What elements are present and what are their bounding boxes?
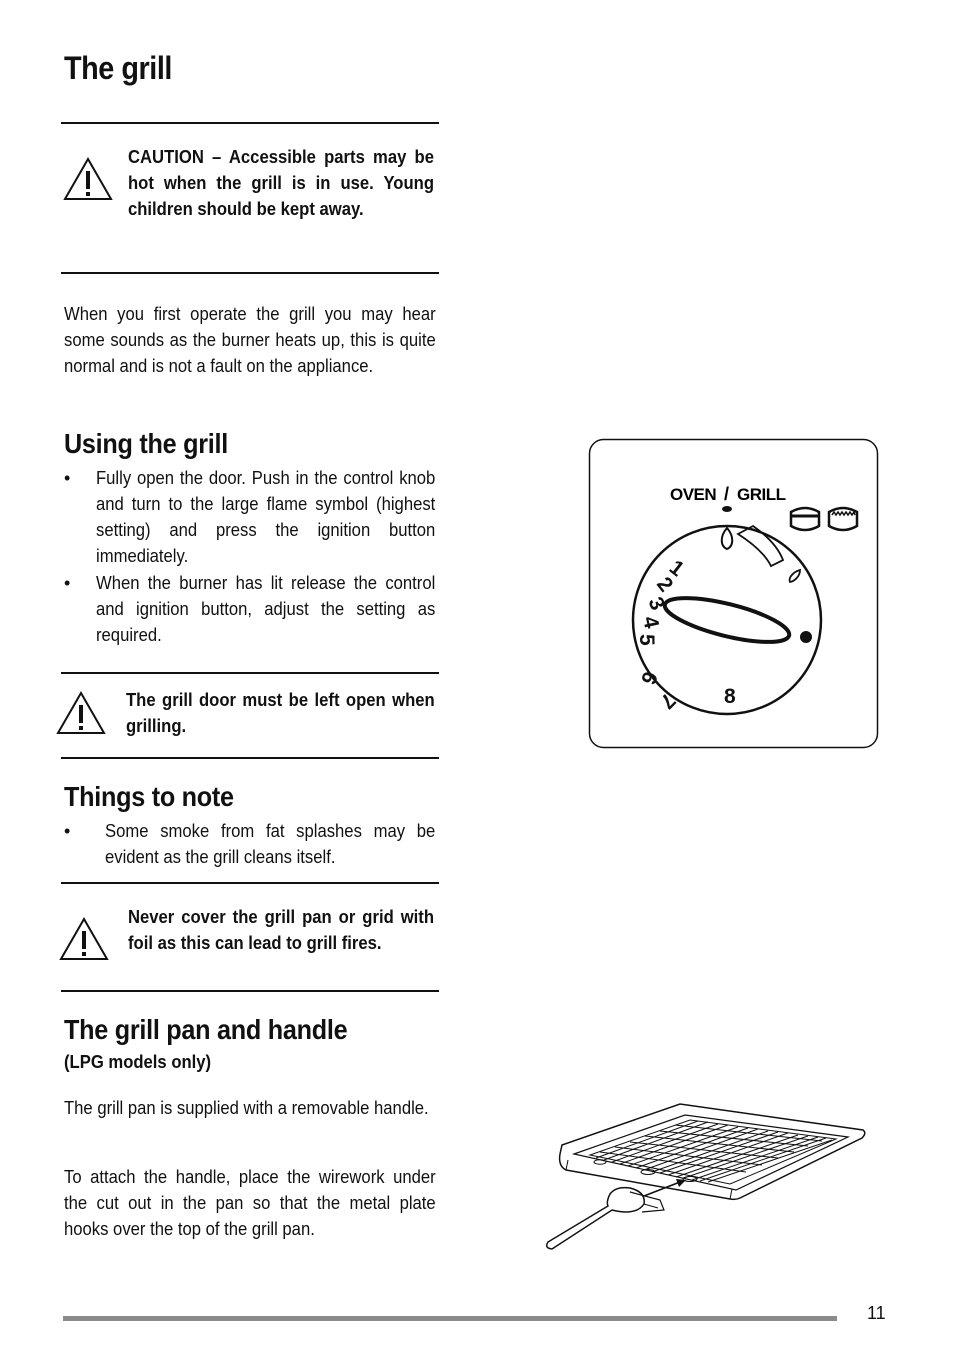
divider bbox=[61, 882, 439, 884]
knob-mark-7: 7 bbox=[655, 688, 680, 713]
divider bbox=[61, 990, 439, 992]
knob-mark-3: 3 bbox=[643, 593, 670, 614]
warning-triangle-icon bbox=[62, 156, 114, 202]
knob-mark-8: 8 bbox=[724, 685, 736, 708]
knob-mark-4: 4 bbox=[638, 614, 664, 631]
bullet-item: Some smoke from fat splashes may be evident as the grill cleans itself. bbox=[105, 820, 436, 867]
bullet-item: Fully open the door. Push in the control knob and turn to the large flame symbol (highest setting) and press the ignition button immediately. bbox=[96, 467, 436, 566]
section-heading-using: Using the grill bbox=[64, 428, 228, 459]
knob-label-separator: / bbox=[724, 484, 730, 504]
warning-triangle-icon bbox=[55, 690, 107, 736]
knob-mark-5: 5 bbox=[635, 634, 658, 646]
knob-label-oven: OVEN bbox=[670, 485, 717, 504]
knob-mark-2: 2 bbox=[652, 572, 678, 597]
warning-door-open: The grill door must be left open when grilling. bbox=[126, 689, 435, 736]
warning-triangle-icon bbox=[58, 916, 110, 962]
knob-label-grill: GRILL bbox=[737, 485, 786, 504]
section-heading-notes: Things to note bbox=[64, 781, 234, 812]
pointer-dot-icon bbox=[722, 506, 732, 512]
pan-paragraph-1: The grill pan is supplied with a removable handle. bbox=[64, 1097, 429, 1118]
bullet-dot: • bbox=[64, 468, 71, 488]
pan-paragraph-2: To attach the handle, place the wirework under the cut out in the pan so that the metal plate hooks over the top of the grill pan. bbox=[64, 1166, 436, 1239]
control-knob-illustration bbox=[588, 438, 879, 749]
divider bbox=[61, 757, 439, 759]
section-subheading: (LPG models only) bbox=[64, 1051, 212, 1072]
bullet-item: When the burner has lit release the control and ignition button, adjust the setting as required. bbox=[96, 572, 436, 645]
off-dot-icon bbox=[800, 631, 812, 643]
caution-hot-parts: CAUTION – Accessible parts may be hot when the grill is in use. Young children should be kept away. bbox=[128, 146, 434, 219]
divider bbox=[61, 272, 439, 274]
bullet-dot: • bbox=[64, 573, 71, 593]
divider bbox=[61, 122, 439, 124]
section-heading-pan: The grill pan and handle bbox=[64, 1014, 348, 1045]
knob-mark-6: 6 bbox=[635, 668, 662, 688]
knob-mark-1: 1 bbox=[664, 555, 689, 582]
bullet-dot: • bbox=[64, 821, 71, 841]
intro-paragraph: When you first operate the grill you may hear some sounds as the burner heats up, this is quite normal and is not a fault on the appliance. bbox=[64, 303, 436, 376]
grill-pan-illustration bbox=[540, 1092, 870, 1254]
warning-foil: Never cover the grill pan or grid with foil as this can lead to grill fires. bbox=[128, 906, 434, 953]
footer-bar bbox=[63, 1316, 837, 1321]
grill-pan-handle bbox=[547, 1188, 664, 1249]
divider bbox=[61, 672, 439, 674]
page-title: The grill bbox=[64, 50, 172, 86]
page-number: 11 bbox=[867, 1303, 886, 1323]
